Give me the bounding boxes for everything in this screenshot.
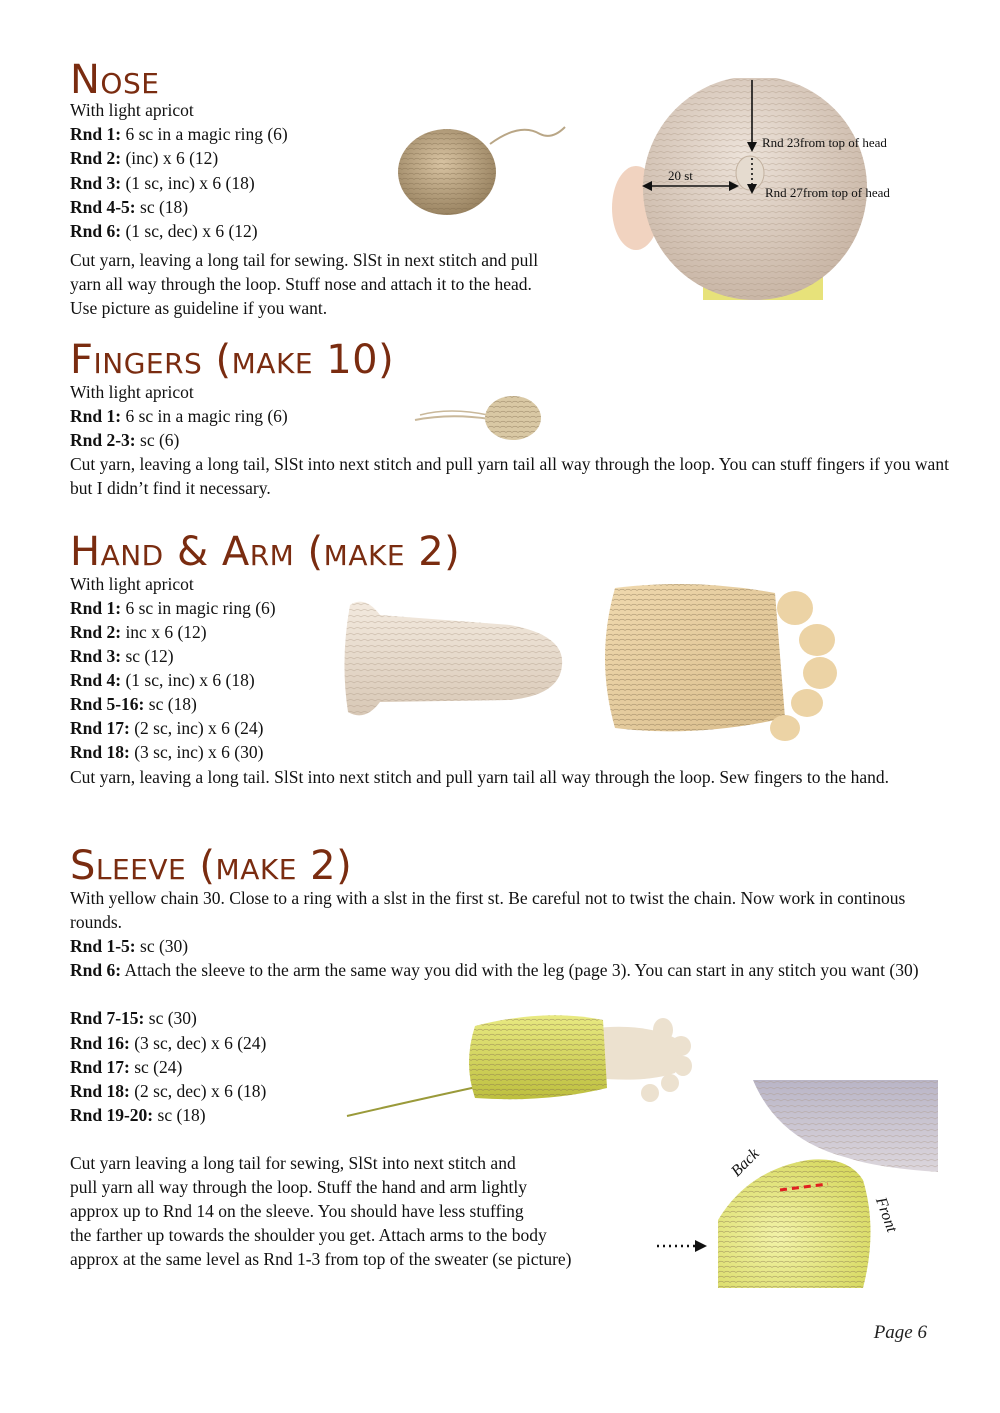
sleeve-instr-line-2: pull yarn all way through the loop. Stuff the hand and arm lightly [70,1177,528,1197]
sleeve-round-16: Rnd 16: (3 sc, dec) x 6 (24) [70,1033,267,1053]
nose-round-1: Rnd 1: 6 sc in a magic ring (6) [70,124,288,144]
sleeve-round-19: Rnd 19-20: sc (18) [70,1105,206,1125]
finger-photo [410,385,560,445]
sleeve-intro: With yellow chain 30. Close to a ring with a slst in the first st. Be careful not to twist the chain. Now work in continous rounds. [70,888,906,932]
sleeve-instr-line-5: approx at the same level as Rnd 1-3 from top of the sweater (se picture) [70,1249,572,1269]
page-number: Page 6 [873,1322,927,1343]
shoulder-photo [718,1080,938,1288]
hand-photo [595,578,845,748]
head-label-top: Rnd 23from top of head [762,135,887,150]
fingers-color-note: With light apricot [70,382,194,402]
hand-arm-round-3: Rnd 3: sc (12) [70,646,174,666]
hand-arm-title: Hand & Arm (make 2) [70,529,461,575]
shoulder-label-back: Back [728,1145,763,1181]
head-label-side: 20 st [668,168,693,183]
sleeve-instr-line-3: approx up to Rnd 14 on the sleeve. You should have less stuffing [70,1201,524,1221]
hand-arm-color-note: With light apricot [70,574,194,594]
hand-arm-round-2: Rnd 2: inc x 6 (12) [70,622,207,642]
sleeve-round-6: Rnd 6: Attach the sleeve to the arm the same way you did with the leg (page 3). You can start in any stitch you want (30) [70,960,919,980]
hand-arm-round-4: Rnd 4: (1 sc, inc) x 6 (18) [70,670,255,690]
nose-round-4: Rnd 4-5: sc (18) [70,197,189,217]
nose-instructions: Cut yarn, leaving a long tail for sewing. SlSt in next stitch and pull yarn all way through the loop. Stuff nose and attach it to the head. Use picture as guideline if you want. [70,250,539,318]
nose-color-note: With light apricot [70,100,194,120]
nose-round-2: Rnd 2: (inc) x 6 (12) [70,148,219,168]
sleeve-round-1-5: Rnd 1-5: sc (30) [70,936,189,956]
hand-arm-round-6: Rnd 17: (2 sc, inc) x 6 (24) [70,718,264,738]
dotted-arrow-icon [655,1236,710,1256]
nose-round-5: Rnd 6: (1 sc, dec) x 6 (12) [70,221,258,241]
sleeve-instr-line-1: Cut yarn leaving a long tail for sewing, SlSt into next stitch and [70,1153,516,1173]
sleeve-round-17: Rnd 17: sc (24) [70,1057,183,1077]
fingers-title: Fingers (make 10) [70,337,395,383]
hand-arm-round-5: Rnd 5-16: sc (18) [70,694,197,714]
sleeve-photo [345,1008,705,1120]
hand-arm-round-1: Rnd 1: 6 sc in magic ring (6) [70,598,276,618]
shoulder-label-front: Front [872,1195,901,1235]
sleeve-title: Sleeve (make 2) [70,843,353,889]
nose-title: Nose [70,57,160,103]
nose-photo [390,112,570,222]
fingers-instructions: Cut yarn, leaving a long tail, SlSt into next stitch and pull yarn tail all way through the loop. You can stuff fingers if you want but I didn’t find it necessary. [70,454,949,498]
sleeve-round-7: Rnd 7-15: sc (30) [70,1008,197,1028]
fingers-round-1: Rnd 1: 6 sc in a magic ring (6) [70,406,288,426]
sleeve-round-18: Rnd 18: (2 sc, dec) x 6 (18) [70,1081,267,1101]
arm-photo [340,590,570,725]
hand-arm-round-7: Rnd 18: (3 sc, inc) x 6 (30) [70,742,264,762]
nose-round-3: Rnd 3: (1 sc, inc) x 6 (18) [70,173,255,193]
sleeve-instr-line-4: the farther up towards the shoulder you get. Attach arms to the body [70,1225,547,1245]
hand-arm-instructions: Cut yarn, leaving a long tail. SlSt into next stitch and pull yarn tail all way through the loop. Sew fingers to the hand. [70,767,889,787]
head-label-bottom: Rnd 27from top of head [765,185,890,200]
fingers-round-2: Rnd 2-3: sc (6) [70,430,180,450]
